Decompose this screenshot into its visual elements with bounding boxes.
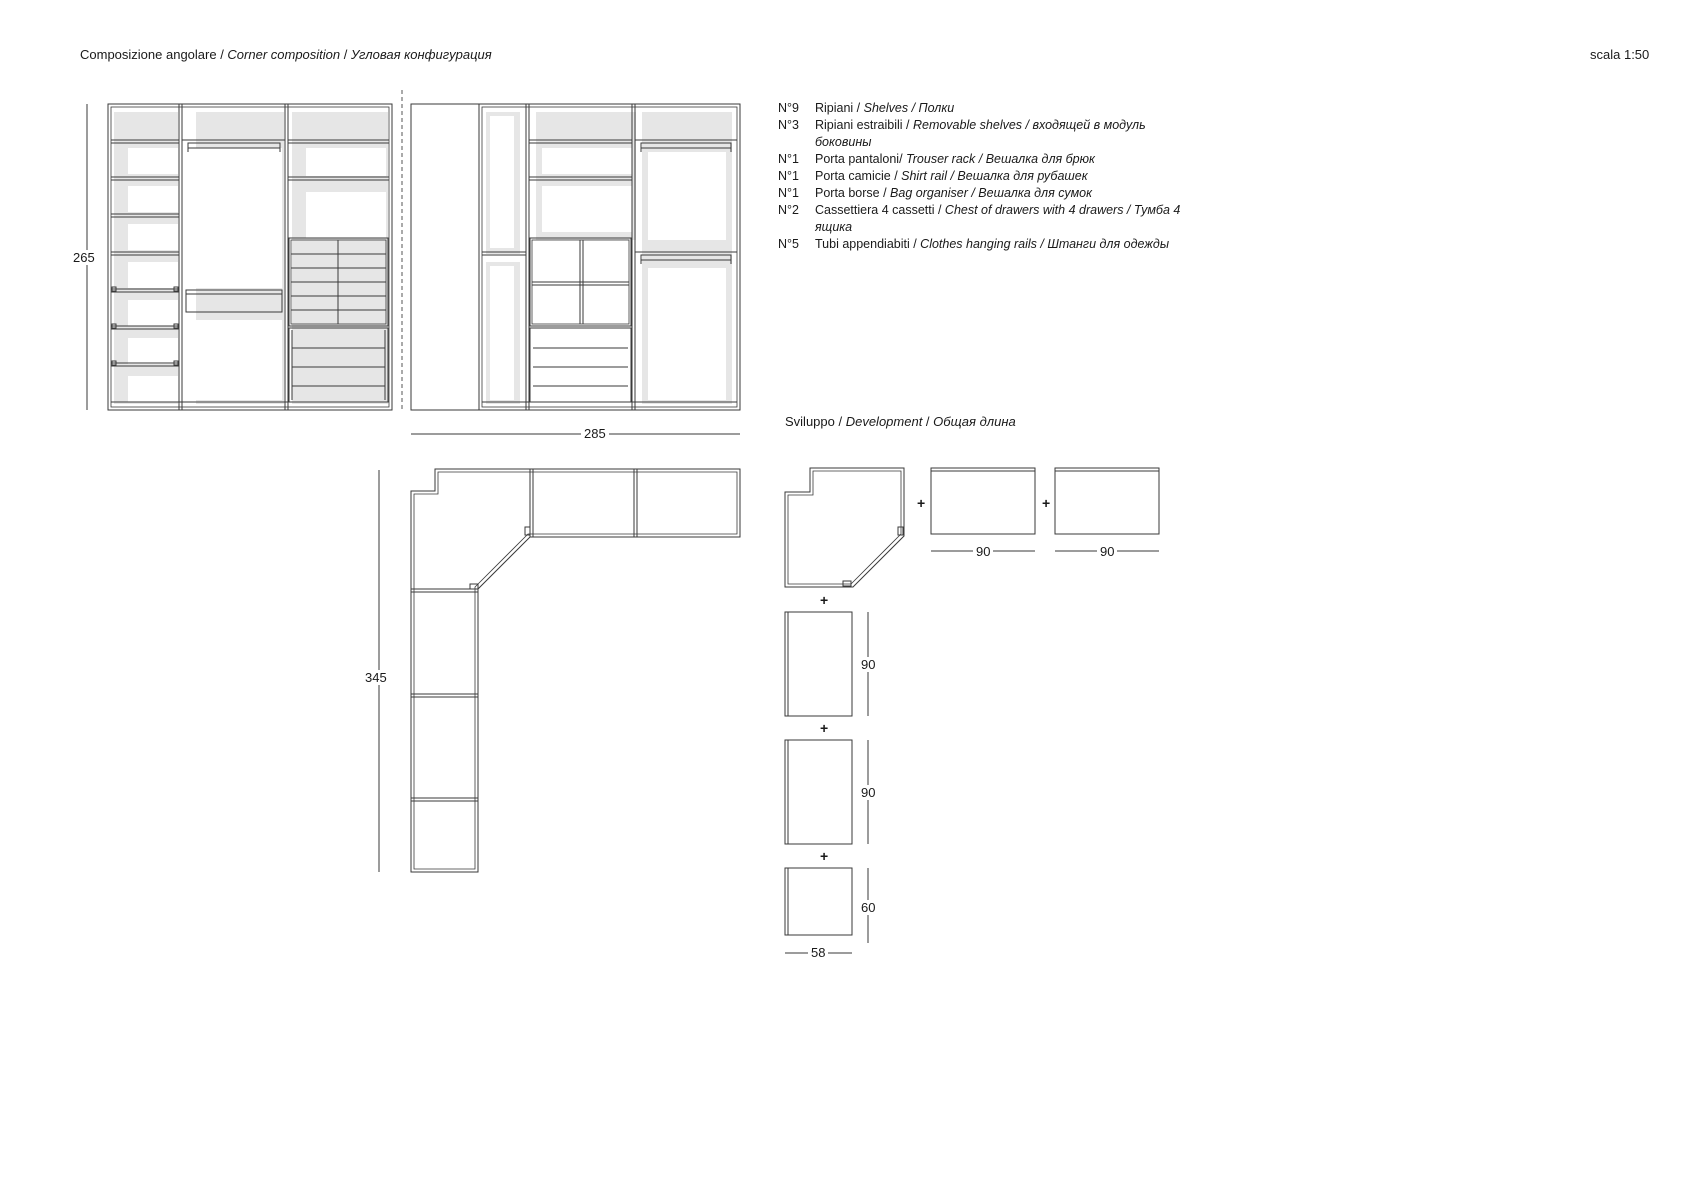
side-dimension-1: 90 [858,657,878,672]
module-dimension-2: 90 [1097,544,1117,559]
elevation-right [411,104,740,410]
width-dimension: 285 [581,426,609,441]
legend-item: N°2 Cassettiera 4 cassetti / Chest of drawers with 4 drawers / Тумба 4 ящика [778,203,1181,234]
side-dimension-3: 60 [858,900,878,915]
module-dimension-1: 90 [973,544,993,559]
legend-item: N°1 Porta borse / Bag organiser / Вешалка для сумок [778,186,1093,200]
unit-depth-dimension: 58 [808,945,828,960]
legend-item: N°1 Porta camicie / Shirt rail / Вешалка для рубашек [778,169,1088,183]
plus-sign: + [820,848,829,864]
development-title: Sviluppo / Development / Общая длина [785,414,1016,429]
plus-sign: + [820,592,829,608]
components-legend [778,100,1195,253]
plus-sign: + [820,720,829,736]
plus-sign: + [1042,495,1051,511]
page-title: Composizione angolare / Corner composition / Угловая конфигурация [80,47,492,62]
legend-item: N°3 Ripiani estraibili / Removable shelves / входящей в модуль боковины [778,118,1146,149]
plan-view [411,469,740,872]
height-dimension: 265 [70,250,98,265]
plus-sign: + [917,495,926,511]
legend-item: N°5 Tubi appendiabiti / Clothes hanging rails / Штанги для одежды [778,237,1170,251]
legend-item: N°1 Porta pantaloni/ Trouser rack / Вешалка для брюк [778,152,1095,166]
legend-item: N°9 Ripiani / Shelves / Полки [778,101,955,115]
side-dimension-2: 90 [858,785,878,800]
scale-label: scala 1:50 [1590,47,1650,62]
depth-dimension: 345 [362,670,390,685]
development-diagram [785,468,1159,953]
elevation-left [108,104,392,410]
